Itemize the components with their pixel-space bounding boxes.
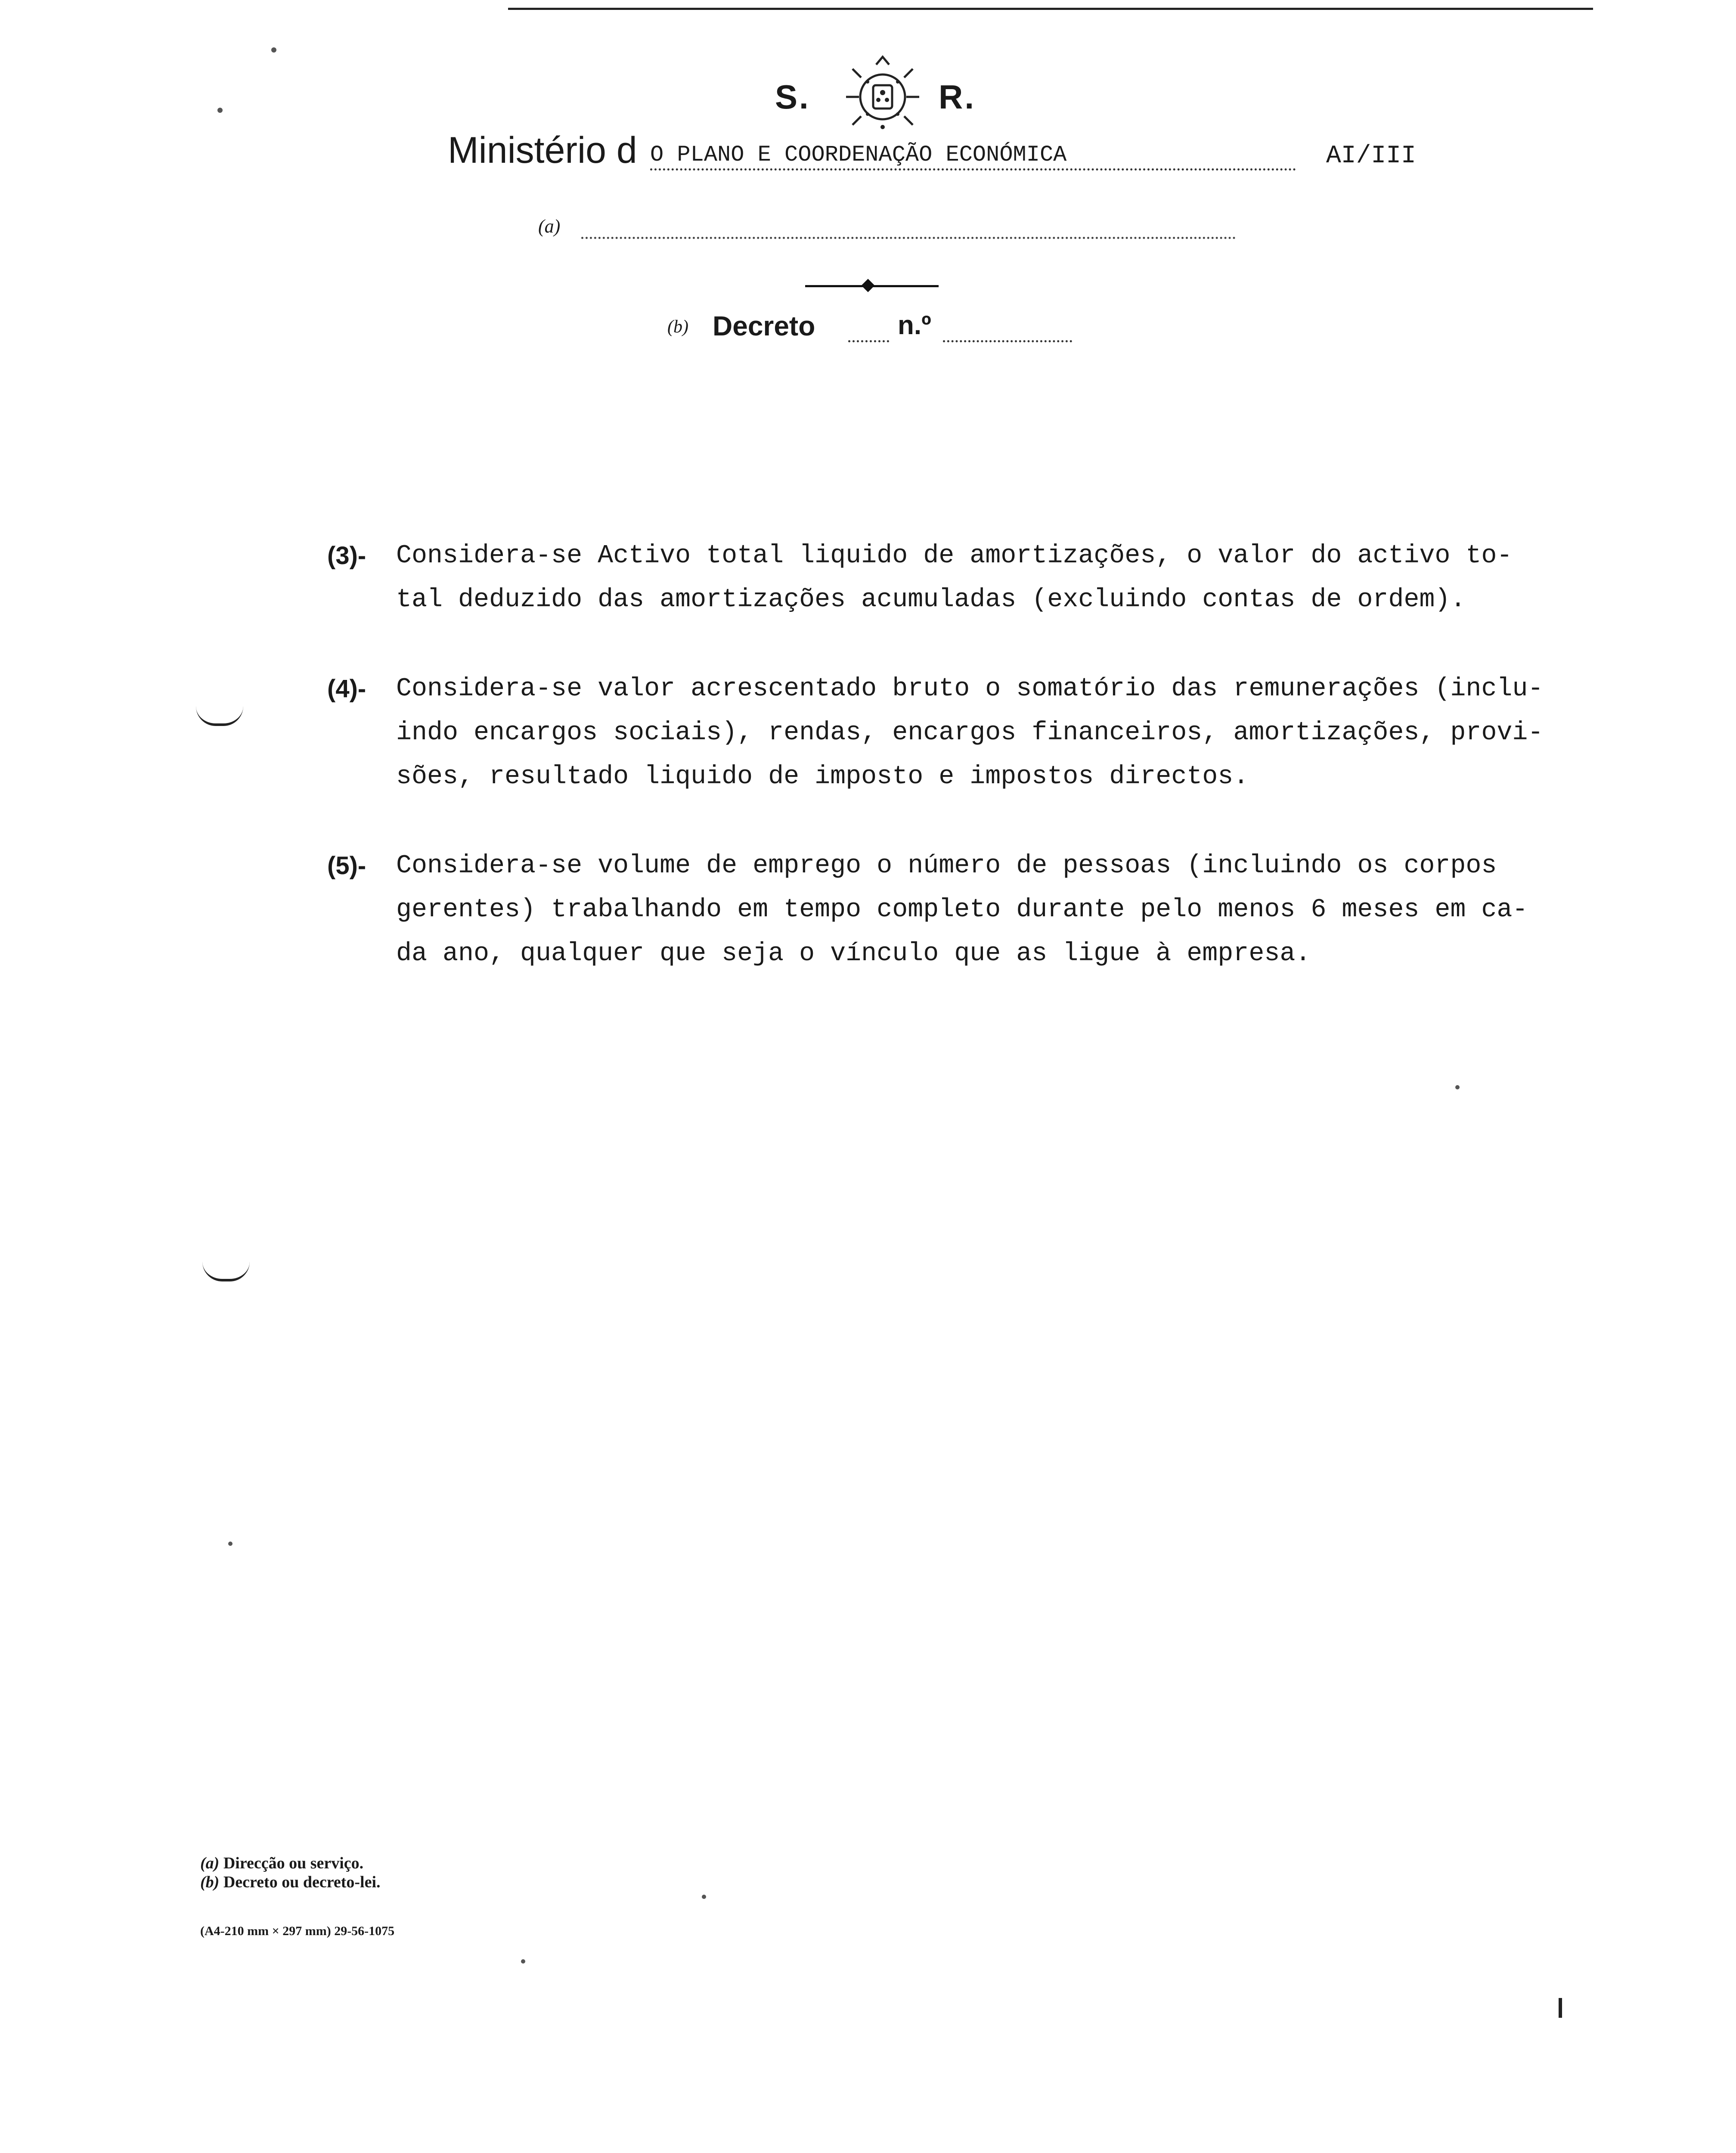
note-line: Considera-se Activo total liquido de amortizações, o valor do activo to- <box>396 541 1513 571</box>
note-line: gerentes) trabalhando em tempo completo durante pelo menos 6 meses em ca- <box>396 895 1528 924</box>
decree-number-dots <box>943 340 1072 342</box>
top-rule <box>508 8 1593 10</box>
service-field-marker: (a) <box>538 216 561 237</box>
speck <box>271 47 276 53</box>
service-field <box>538 215 1206 250</box>
note-number: (5)- <box>327 852 366 880</box>
ministry-prefix: Ministério d <box>448 130 637 171</box>
footnote-b <box>200 1873 717 1892</box>
speck <box>217 108 223 113</box>
note-line: Considera-se volume de emprego o número de pessoas (incluindo os corpos <box>396 851 1497 881</box>
emblem-letter-r: R. <box>939 78 976 116</box>
document-code: AI/III <box>1326 142 1416 170</box>
margin-mark <box>1559 1998 1562 2018</box>
punch-hole-mark-icon <box>196 706 243 726</box>
note-line: Considera-se valor acrescentado bruto o somatório das remunerações (inclu- <box>396 674 1544 704</box>
footnote-b-mark: (b) <box>200 1873 220 1891</box>
punch-hole-mark-icon <box>202 1262 250 1281</box>
diamond-icon <box>861 279 874 292</box>
note-number: (4)- <box>327 675 366 703</box>
note-line: indo encargos sociais), rendas, encargos financeiros, amortizações, provi- <box>396 718 1544 748</box>
note-3 <box>327 534 1513 622</box>
ministry-heading <box>448 129 1438 189</box>
notes-list <box>327 534 1544 1021</box>
footnotes <box>200 1854 717 1892</box>
emblem-letter-s: S. <box>775 78 810 116</box>
note-line: sões, resultado liquido de imposto e impostos directos. <box>396 762 1249 791</box>
ornamental-divider <box>805 280 939 293</box>
note-line: tal deduzido das amortizações acumuladas (excluindo contas de ordem). <box>396 585 1466 614</box>
footnote-a-mark: (a) <box>200 1854 220 1872</box>
ministry-name-field: O PLANO E COORDENAÇÃO ECONÓMICA <box>650 142 1296 171</box>
footnote-a <box>200 1854 717 1873</box>
speck <box>702 1895 706 1899</box>
note-5 <box>327 844 1528 976</box>
speck <box>1455 1085 1460 1089</box>
form-code: (A4-210 mm × 297 mm) 29-56-1075 <box>200 1924 395 1938</box>
note-4 <box>327 667 1544 799</box>
speck <box>521 1959 525 1964</box>
footnote-a-text: Direcção ou serviço. <box>223 1854 364 1872</box>
decree-type-dots <box>848 340 889 342</box>
note-number: (3)- <box>327 542 366 570</box>
note-line: da ano, qualquer que seja o vínculo que as ligue à empresa. <box>396 939 1311 968</box>
decree-number-label: n.º <box>898 310 931 340</box>
speck <box>228 1542 232 1546</box>
service-field-dots <box>581 237 1236 239</box>
footnote-b-text: Decreto ou decreto-lei. <box>223 1873 381 1891</box>
decree-field <box>667 310 1098 353</box>
decree-label: Decreto <box>713 310 815 341</box>
decree-field-marker: (b) <box>667 317 688 337</box>
